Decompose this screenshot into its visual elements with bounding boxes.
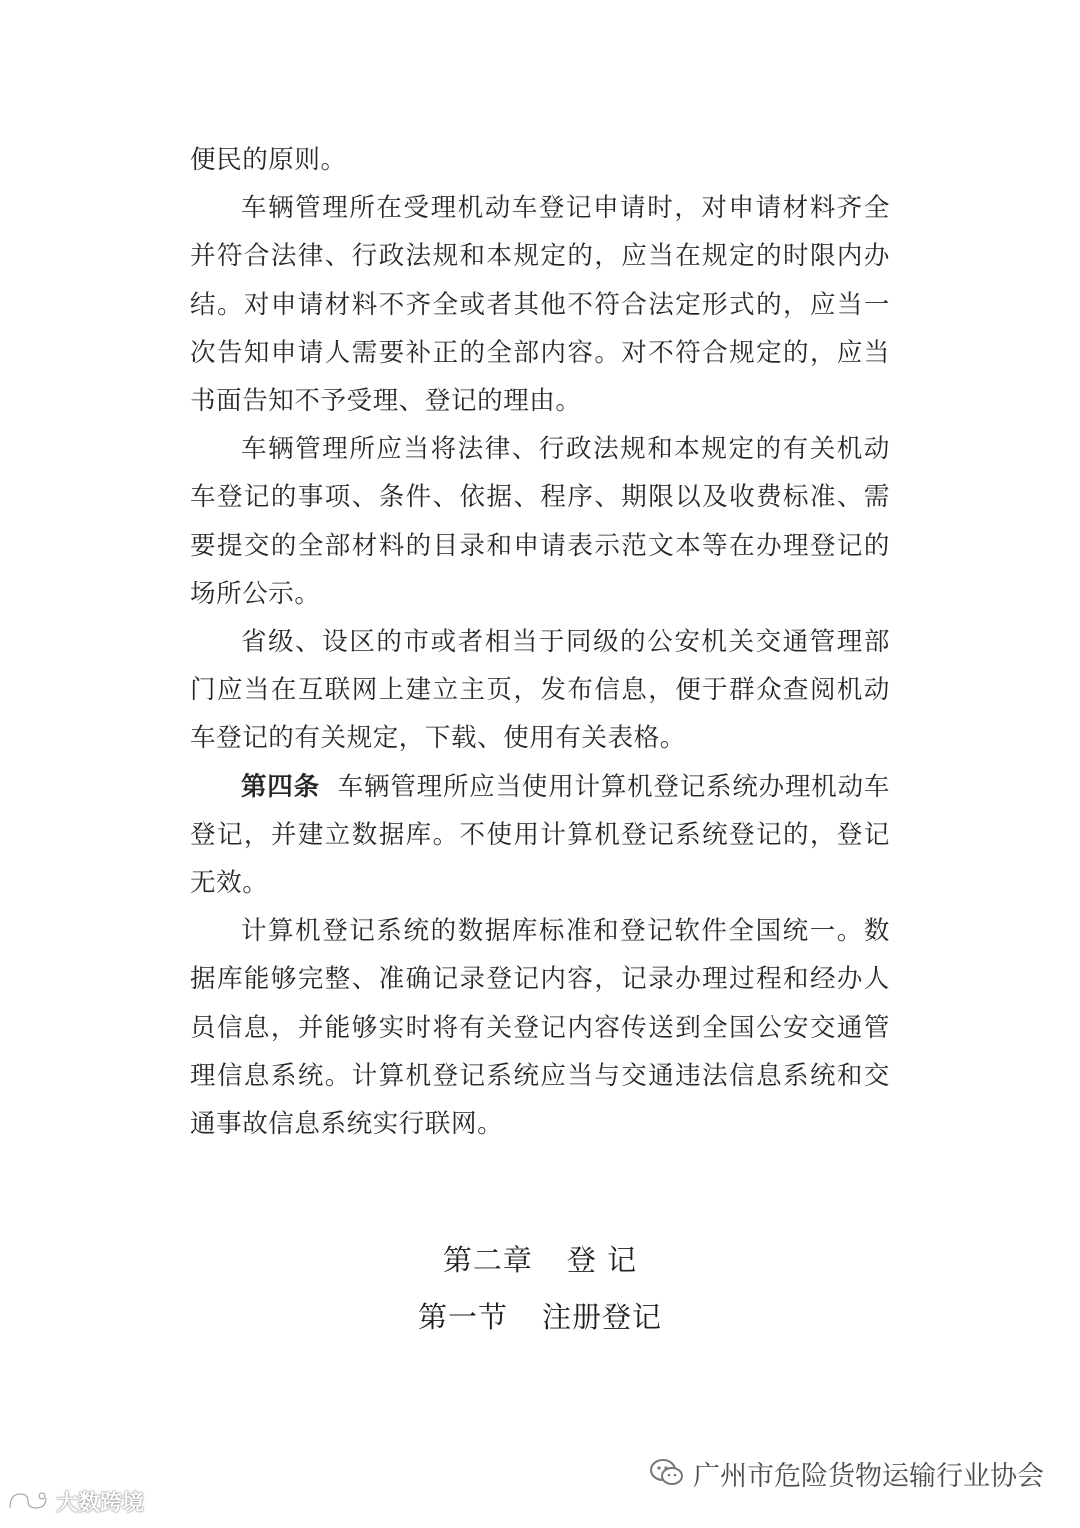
watermark bbox=[6, 1486, 144, 1516]
section-heading bbox=[0, 1295, 1080, 1336]
account-name: 广州市危险货物运输行业协会 bbox=[693, 1460, 1044, 1492]
chapter-heading bbox=[0, 1238, 1080, 1279]
chapter-number: 第二章 bbox=[442, 1243, 533, 1277]
paragraph: 计算机登记系统的数据库标准和登记软件全国统一。数据库能够完整、准确记录登记内容，记录办理过程和经办人员信息，并能够实时将有关登记内容传送到全国公安交通管理信息系统。计算机登记系统应当与交通违法信息系统和交通事故信息系统实行联网。 bbox=[190, 916, 890, 1140]
article-number: 第四条 bbox=[241, 771, 320, 802]
account-brand bbox=[649, 1455, 1044, 1491]
watermark-text: 大数跨境 bbox=[56, 1490, 145, 1516]
section-title: 注册登记 bbox=[542, 1300, 663, 1334]
article-text: 车辆管理所应当使用计算机登记系统办理机动车登记，并建立数据库。不使用计算机登记系统登记的，登记无效。 bbox=[190, 771, 890, 899]
article-paragraph bbox=[190, 763, 890, 908]
chapter-title: 登 记 bbox=[566, 1243, 638, 1277]
section-number: 第一节 bbox=[417, 1300, 508, 1334]
paragraph: 车辆管理所应当将法律、行政法规和本规定的有关机动车登记的事项、条件、依据、程序、期限以及收费标准、需要提交的全部材料的目录和申请表示范文本等在办理登记的场所公示。 bbox=[190, 434, 890, 609]
paragraph: 省级、设区的市或者相当于同级的公安机关交通管理部门应当在互联网上建立主页，发布信息，便于群众查阅机动车登记的有关规定，下载、使用有关表格。 bbox=[190, 627, 890, 754]
wechat-icon bbox=[649, 1458, 685, 1488]
watermark-logo-icon bbox=[6, 1490, 50, 1512]
paragraph: 车辆管理所在受理机动车登记申请时，对申请材料齐全并符合法律、行政法规和本规定的，应当在规定的时限内办结。对申请材料不齐全或者其他不符合法定形式的，应当一次告知申请人需要补正的全部内容。对不符合规定的，应当书面告知不予受理、登记的理由。 bbox=[190, 193, 890, 417]
article-body bbox=[190, 136, 890, 1148]
paragraph: 便民的原则。 bbox=[190, 145, 347, 175]
